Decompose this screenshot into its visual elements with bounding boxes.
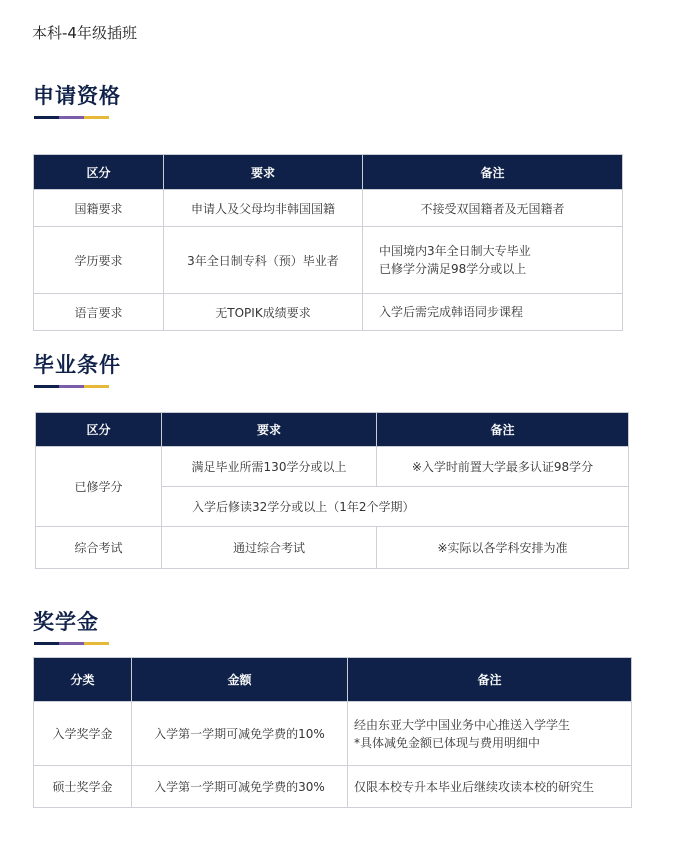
table-header-row (34, 658, 632, 702)
section-title-qualification: 申请资格 (33, 84, 121, 108)
table-row (34, 190, 623, 227)
table-cell: ※实际以各学科安排为准 (377, 527, 629, 569)
column-header: 备注 (377, 413, 629, 447)
column-header: 分类 (34, 658, 132, 702)
section-underline (34, 385, 110, 388)
column-header: 区分 (34, 155, 164, 190)
table-cell: 入学第一学期可减免学费的30% (132, 766, 348, 808)
column-header: 金额 (132, 658, 348, 702)
section-title-scholarship: 奖学金 (33, 610, 99, 634)
column-header: 要求 (164, 155, 363, 190)
table-cell: 已修学分 (36, 447, 162, 527)
section-underline (34, 642, 110, 645)
column-header: 备注 (363, 155, 623, 190)
table-cell: 入学后修读32学分或以上（1年2个学期） (162, 487, 629, 527)
table-cell: 3年全日制专科（预）毕业者 (164, 227, 363, 294)
table-cell (363, 227, 623, 294)
table-cell: 入学第一学期可减免学费的10% (132, 702, 348, 766)
column-header: 备注 (348, 658, 632, 702)
table-cell: 通过综合考试 (162, 527, 377, 569)
table-cell: 仅限本校专升本毕业后继续攻读本校的研究生 (348, 766, 632, 808)
table-cell: 综合考试 (36, 527, 162, 569)
table-cell: 无TOPIK成绩要求 (164, 294, 363, 331)
table-row (36, 447, 629, 487)
table-cell: 硕士奖学金 (34, 766, 132, 808)
table-header-row (36, 413, 629, 447)
table-cell: 学历要求 (34, 227, 164, 294)
cell-line: 已修学分满足98学分或以上 (379, 262, 527, 276)
table-cell: 满足毕业所需130学分或以上 (162, 447, 377, 487)
table-cell: 入学后需完成韩语同步课程 (363, 294, 623, 331)
table-cell: 申请人及父母均非韩国国籍 (164, 190, 363, 227)
table-row (36, 527, 629, 569)
table-header-row (34, 155, 623, 190)
qualification-table (33, 154, 623, 331)
table-row (34, 702, 632, 766)
cell-line: 经由东亚大学中国业务中心推送入学学生 (354, 717, 571, 732)
column-header: 区分 (36, 413, 162, 447)
scholarship-table (33, 657, 632, 808)
table-row (34, 294, 623, 331)
table-cell (348, 702, 632, 766)
table-row (34, 227, 623, 294)
column-header: 要求 (162, 413, 377, 447)
page-title: 本科-4年级插班 (32, 24, 137, 42)
cell-line: *具体减免金额已体现与费用明细中 (354, 735, 541, 750)
table-cell: 国籍要求 (34, 190, 164, 227)
table-cell: 不接受双国籍者及无国籍者 (363, 190, 623, 227)
graduation-table (35, 412, 629, 569)
table-cell: 入学奖学金 (34, 702, 132, 766)
table-cell: ※入学时前置大学最多认证98学分 (377, 447, 629, 487)
section-underline (34, 116, 110, 119)
table-cell: 语言要求 (34, 294, 164, 331)
section-title-graduation: 毕业条件 (33, 353, 121, 377)
table-row (34, 766, 632, 808)
cell-line: 中国境内3年全日制大专毕业 (379, 244, 531, 258)
